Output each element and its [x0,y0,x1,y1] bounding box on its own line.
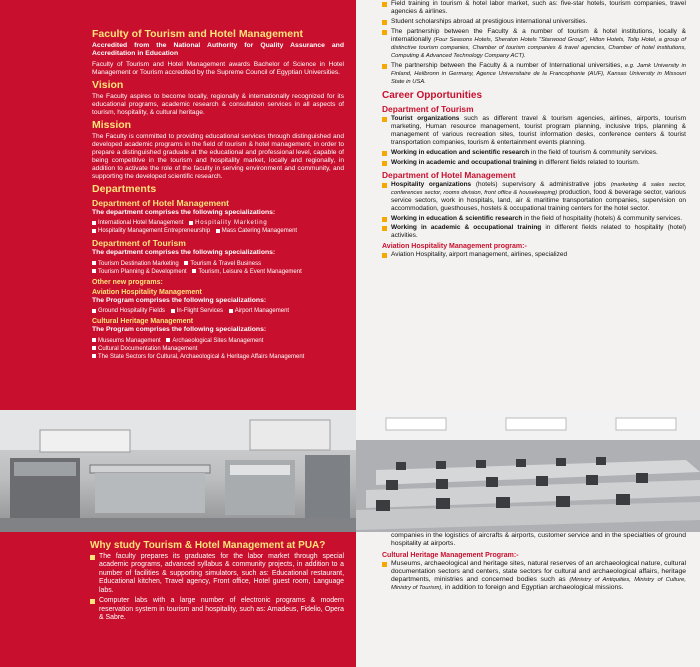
kitchen-illustration [0,410,356,532]
list-item: Tourism Planning & Development [92,268,187,276]
list-item: Working in education & scientific research in the field of hospitality (hotels) & community services. [382,215,686,223]
list-item: Tourism Destination Marketing [92,260,179,268]
heritage-intro: The Program comprises the following specializations: [92,326,267,334]
vision-text: The Faculty aspires to become locally, regionally & internationally recognized for its educational programs, academic research & consultation services in all aspects of tourism, hospitality, & cultural heritage. [92,92,344,116]
dept-hotel-heading: Department of Hotel Management [92,197,230,208]
heritage-program-heading: Cultural Heritage Management Program:- [382,551,519,559]
list-item: Ground Hospitality Fields [92,307,165,315]
top-right-panel [356,0,700,410]
list-item: Cultural Documentation Management [92,345,197,353]
list-item: Computer labs with a large number of electronic programs & modern reservation system in tourism and hospitality, such as: Amadeus, Fidelio, Opera & Sabre. [90,597,344,622]
list-item: Mass Catering Management [216,227,297,235]
career-heading: Career Opportunities [382,90,483,102]
list-item: Hospitality Marketing [189,219,268,227]
career-hotel-heading: Department of Hotel Management [382,169,516,180]
list-item: The partnership between the Faculty & a number of tourism & hotel institutions, locally & internationally (Four Seasons Hotels, Sheraton Hotels "Starwood Group", Hilton Hotels, Tolip Hotel, a group of distinctive tourism companies, Chamber of tourism companies & travel agencies, Chamber of hotel institutions, Computing & Advanced Technology Company ACT). [382,28,686,60]
list-item: Hospitality Management Entrepreneurship [92,227,210,235]
faculty-title: Faculty of Tourism and Hotel Management [92,28,303,40]
lab-illustration [356,410,700,532]
list-item: Museums Management [92,337,161,345]
dept-tourism-list [92,260,344,276]
mission-text: The Faculty is committed to providing educational services through distinguished and developed academic programs in the field of tourism & hotel management, in order to prepare a distinguished graduate at the educational and professional level, capable of being competitive in the tourism and hospitality market, locally and regionally, in addition to activate the role of the faculty in serving environment and community, and supporting the developed scientific research. [92,132,344,180]
aviation-intro: The Program comprises the following specializations: [92,296,267,304]
accreditation-text: Faculty of Tourism and Hotel Management awards Bachelor of Science in Hotel Management or Tourism accredited by the Supreme Council of Egyptian Universities. [92,60,344,76]
list-item: Archaeological Sites Management [166,337,263,345]
list-item: The partnership between the Faculty & a number of International universities, e.g. Jamk University in Finland, Heilbronn in Germany, Agence Universitaire de la Francophonie (AUF), Kansas University in Missouri State in USA. [382,62,686,86]
list-item: Student scholarships abroad at prestigious international universities. [382,18,686,26]
list-item: Hospitality organizations (hotels) supervisory & administrative jobs (marketing & sales sector, conferences sector, rooms division, front office & housekeeping) production, food & beverage sector, various service sectors, work in hospitals, land, air & maritime transportation companies, supervision on accommodation, guesthouses, hostels & occupational training centers for the hotel sector. [382,181,686,213]
list-item: Airport Management [229,307,289,315]
list-item: Working in academic & occupational training in different fields related to hospitality (hotel) activities. [382,224,686,240]
career-tourism-heading: Department of Tourism [382,104,474,115]
list-item: Working in education and scientific research in the field of tourism & community services. [382,149,686,157]
top-left-panel [0,0,356,410]
dept-tourism-heading: Department of Tourism [92,238,186,249]
aviation-continued-text: companies in the logistics of aircrafts & airports, customer service and in the specialties of ground hospitality at airports. [391,532,686,548]
heritage-heading: Cultural Heritage Management [92,318,194,326]
accreditation-heading: Accredited from the National Authority for Quality Assurance and Accreditation in Education [92,42,344,58]
list-item: Aviation Hospitality, airport management, airlines, specialized [382,251,686,259]
list-item: The State Sectors for Cultural, Archaeological & Heritage Affairs Management [92,353,304,361]
computer-lab-photo [356,410,700,532]
list-item: Tourism & Travel Business [184,260,261,268]
list-item: Working in academic and occupational training in different fields related to tourism. [382,159,686,167]
other-programs-heading: Other new programs: [92,278,163,286]
kitchen-photo [0,410,356,532]
bottom-right-panel [356,532,700,667]
dept-tourism-intro: The department comprises the following specializations: [92,249,276,257]
list-item: The faculty prepares its graduates for the labor market through special academic programs, advanced syllabus & community projects, in addition to a number of facilities & supporting simulators, such as: Educational restaurant, Educational kitchen, Travel agency, Front office, Hotel guest room, Language labs. [90,553,344,595]
dept-hotel-intro: The department comprises the following specializations: [92,208,276,216]
list-item: International Hotel Management [92,219,183,227]
list-item: Tourism, Leisure & Event Management [192,268,301,276]
mission-heading: Mission [92,118,132,131]
list-item: Museums, archaeological and heritage sites, natural reserves of an archaeological nature, cultural documentation sectors and centers, state sectors for cultural and archaeological affairs, heritage departments, ministries and concerned bodies such as (Ministry of Antiquities, Ministry of Culture, Ministry of Tourism), in addition to foreign and Egyptian archaeological missions. [382,560,686,593]
why-heading: Why study Tourism & Hotel Management at PUA? [90,540,326,551]
photo-strip [0,410,700,532]
career-aviation-heading: Aviation Hospitality Management program:- [382,243,527,251]
heritage-list [92,337,344,361]
list-item: In-Flight Services [171,307,223,315]
bottom-left-panel [0,532,356,667]
dept-hotel-list [92,219,344,235]
aviation-heading: Aviation Hospitality Management [92,288,202,296]
list-item: Tourist organizations such as different travel & tourism agencies, airlines, airports, tourism marketing, Human resource management, tourist program planning, inclusive trips, planning & management of various recreation sites, tourist information desks, conference centers & tourist transportation companies, tourism & entertainment events planning. [382,115,686,147]
list-item: Field training in tourism & hotel labor market, such as: five-star hotels, tourism companies, travel agencies & airlines. [382,0,686,16]
vision-heading: Vision [92,78,124,91]
departments-heading: Departments [92,182,157,195]
aviation-list [92,307,344,315]
